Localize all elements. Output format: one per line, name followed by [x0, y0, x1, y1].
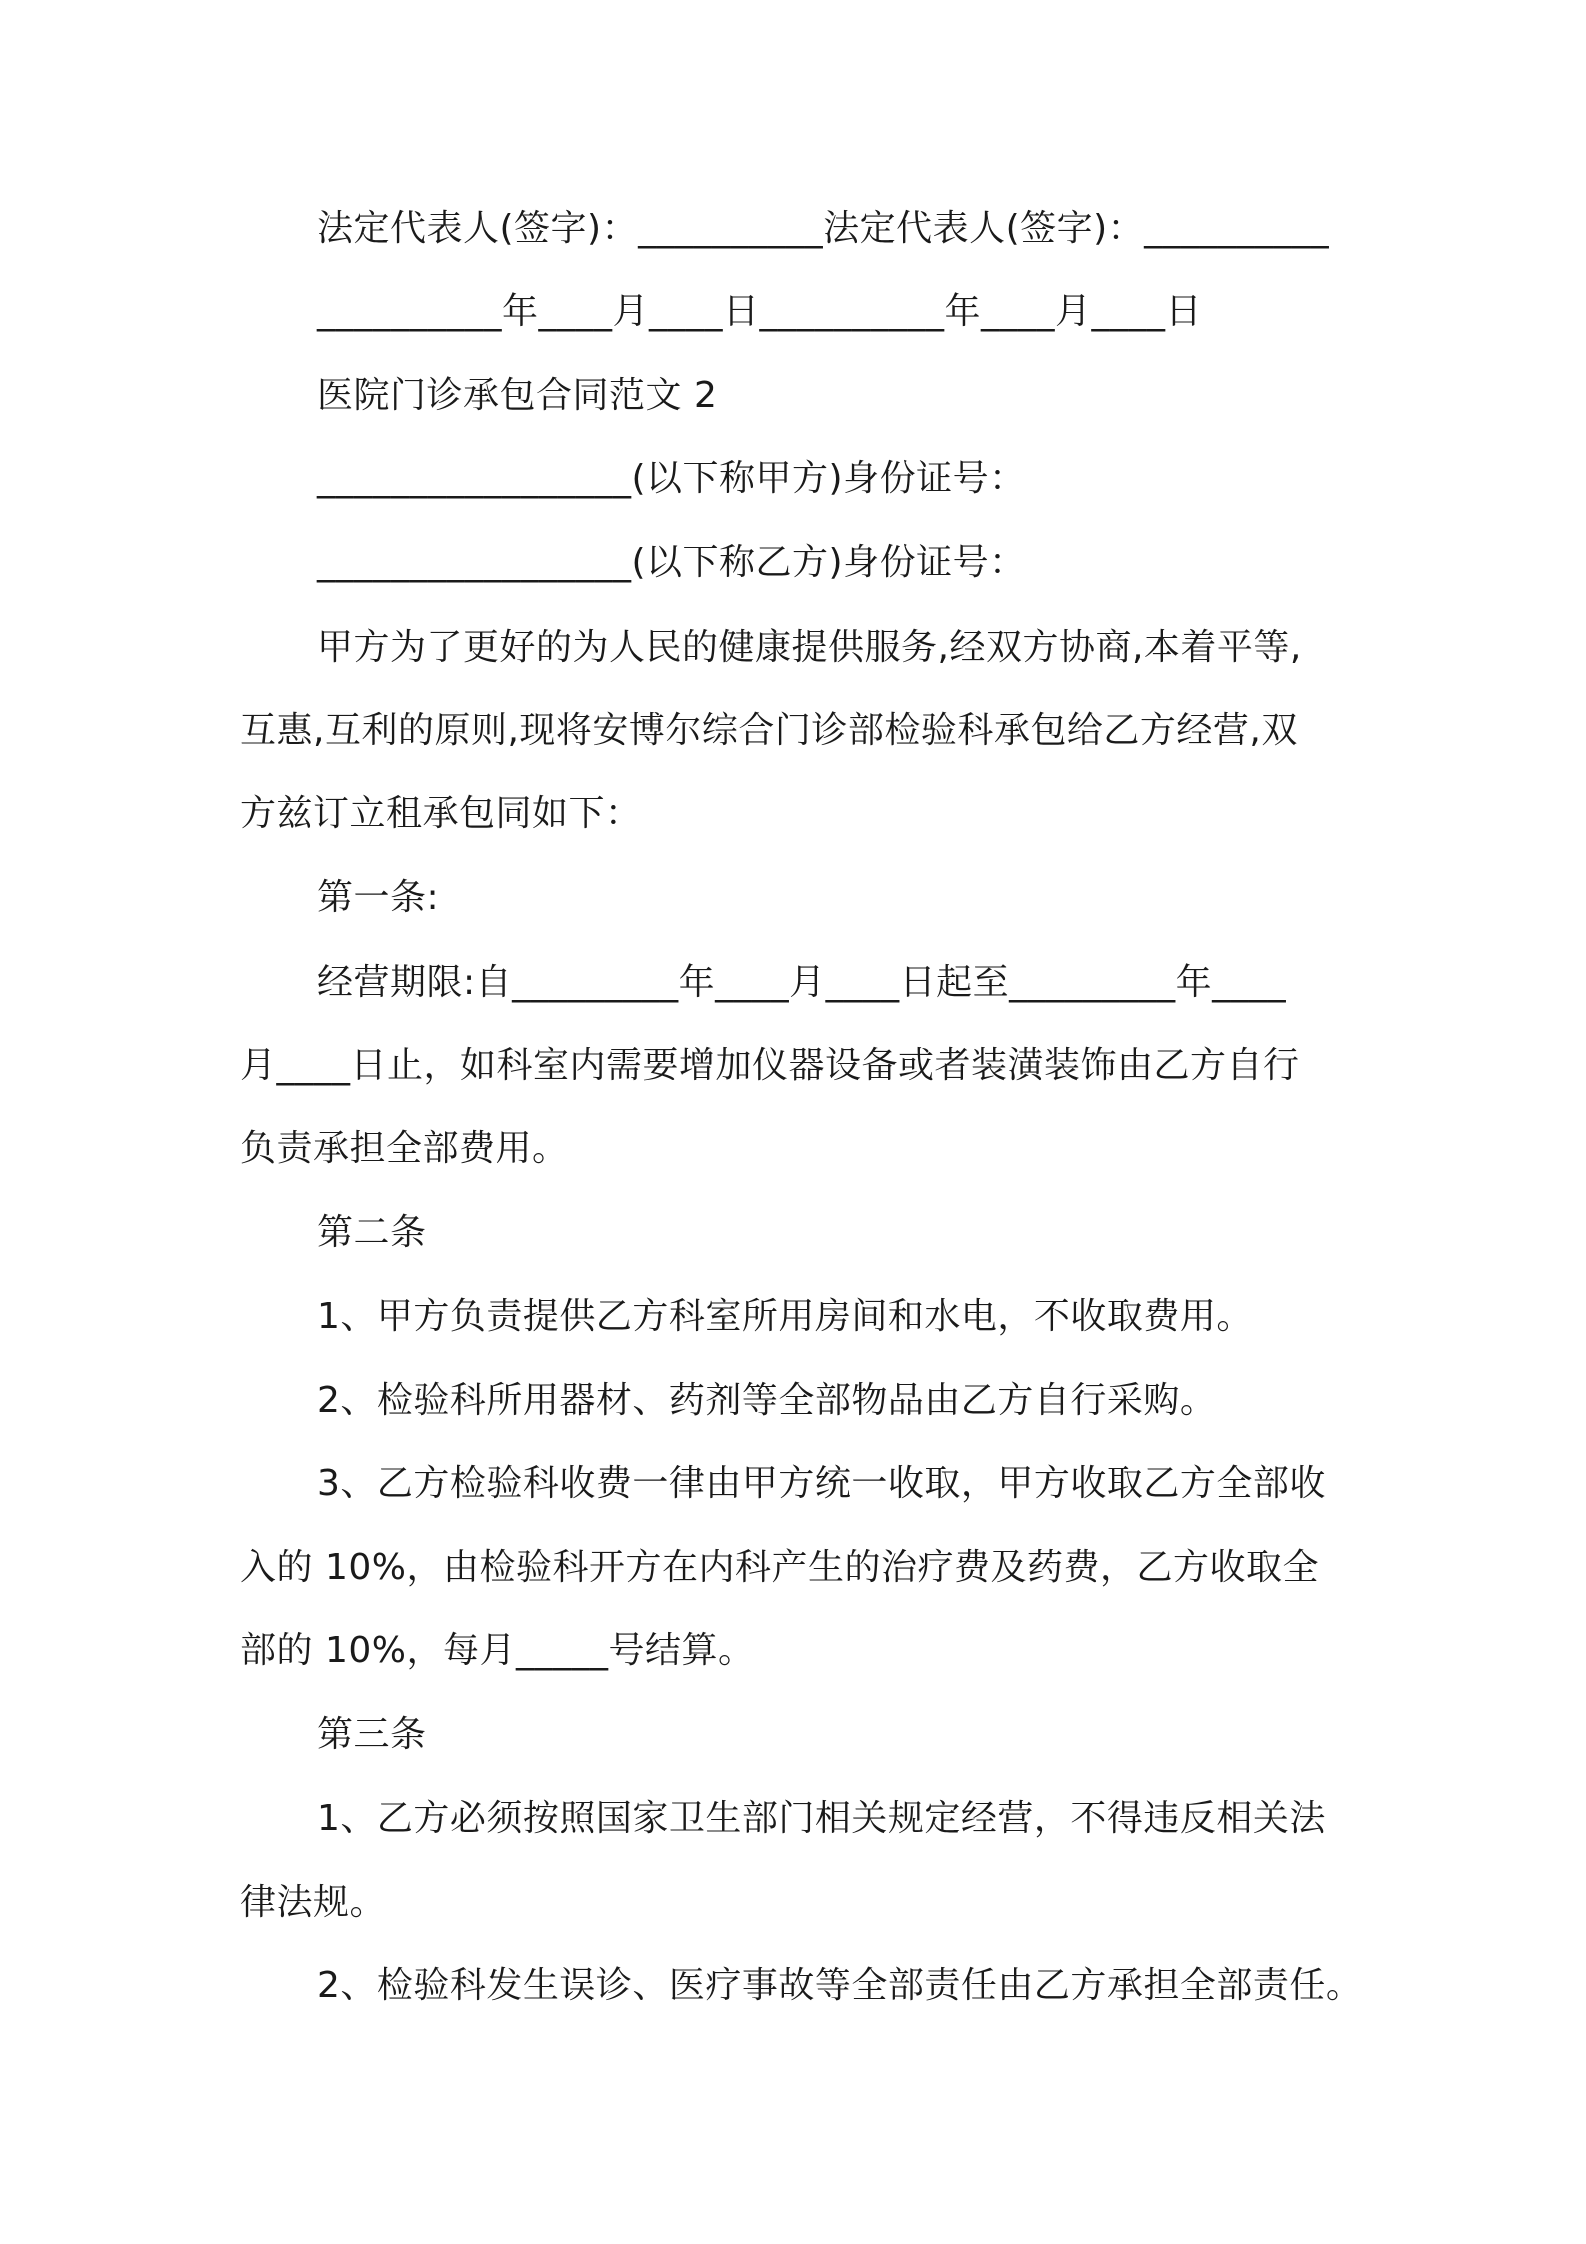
paragraph-line: 月____日止，如科室内需要增加仪器设备或者装潢装饰由乙方自行 — [240, 1045, 1300, 1086]
clause-line: 入的 10%，由检验科开方在内科产生的治疗费及药费，乙方收取全 — [240, 1547, 1319, 1588]
clause-line: 律法规。 — [240, 1882, 387, 1923]
clause-line: 2、检验科所用器材、药剂等全部物品由乙方自行采购。 — [317, 1380, 1217, 1421]
party-b-line: _________________(以下称乙方)身份证号： — [317, 542, 1026, 583]
article-heading: 第三条 — [317, 1714, 427, 1755]
article-heading: 第一条: — [317, 877, 440, 918]
signature-line: 法定代表人(签字)：__________法定代表人(签字)：__________ — [317, 208, 1330, 249]
paragraph-line: 经营期限:自_________年____月____日起至_________年____ — [317, 962, 1287, 1003]
clause-line: 1、甲方负责提供乙方科室所用房间和水电，不收取费用。 — [317, 1296, 1253, 1337]
clause-line: 部的 10%，每月_____号结算。 — [240, 1630, 755, 1671]
paragraph-line: 方兹订立租承包同如下： — [240, 793, 642, 834]
clause-line: 3、乙方检验科收费一律由甲方统一收取，甲方收取乙方全部收 — [317, 1463, 1326, 1504]
article-heading: 第二条 — [317, 1212, 427, 1253]
paragraph-line: 互惠,互利的原则,现将安博尔综合门诊部检验科承包给乙方经营,双 — [240, 710, 1298, 751]
clause-line: 1、乙方必须按照国家卫生部门相关规定经营，不得违反相关法 — [317, 1798, 1326, 1839]
paragraph-line: 甲方为了更好的为人民的健康提供服务,经双方协商,本着平等, — [317, 627, 1302, 668]
clause-line: 2、检验科发生误诊、医疗事故等全部责任由乙方承担全部责任。 — [317, 1965, 1363, 2006]
paragraph-line: 负责承担全部费用。 — [240, 1128, 569, 1169]
date-line: __________年____月____日__________年____月____日 — [317, 291, 1202, 332]
party-a-line: _________________(以下称甲方)身份证号： — [317, 458, 1026, 499]
document-title: 医院门诊承包合同范文 2 — [317, 375, 718, 416]
